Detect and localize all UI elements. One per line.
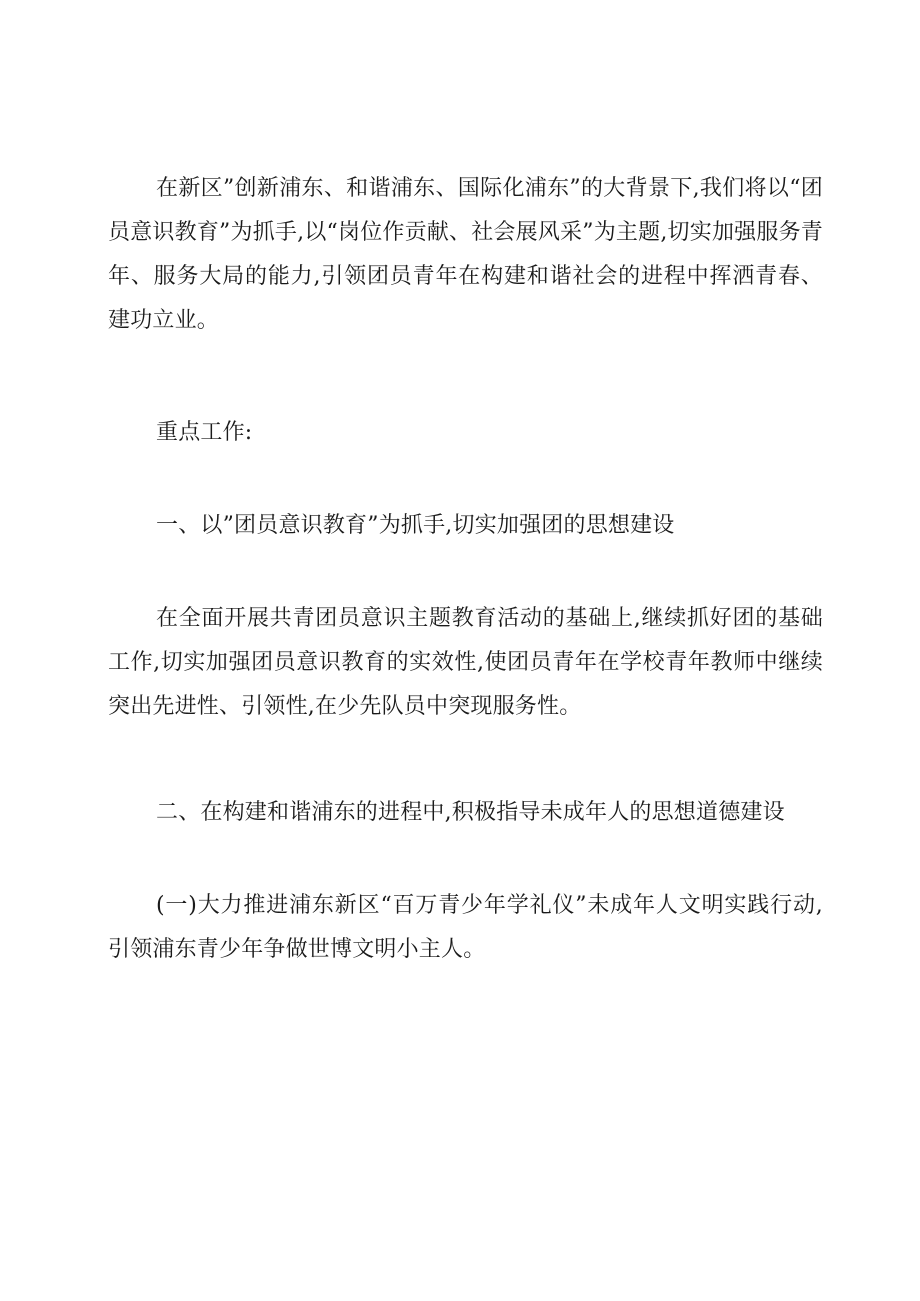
focus-heading: 重点工作:	[156, 420, 253, 445]
section-one-heading: 一、以”团员意识教育”为抓手,切实加强团的思想建设	[156, 513, 675, 538]
section-two-heading: 二、在构建和谐浦东的进程中,积极指导未成年人的思想道德建设	[156, 800, 785, 825]
subsection-one-body: (一)大力推进浦东新区“百万青少年学礼仪”未成年人文明实践行动,引领浦东青少年争做世博文明小主人。	[108, 893, 823, 962]
section-one-body: 在全面开展共青团员意识主题教育活动的基础上,继续抓好团的基础工作,切实加强团员意识教育的实效性,使团员青年在学校青年教师中继续突出先进性、引领性,在少先队员中突现服务性。	[108, 606, 823, 719]
intro-paragraph: 在新区”创新浦东、和谐浦东、国际化浦东”的大背景下,我们将以“团员意识教育”为抓手,以“岗位作贡献、社会展风采”为主题,切实加强服务青年、服务大局的能力,引领团员青年在构建和谐社会的进程中挥洒青春、建功立业。	[108, 176, 823, 333]
